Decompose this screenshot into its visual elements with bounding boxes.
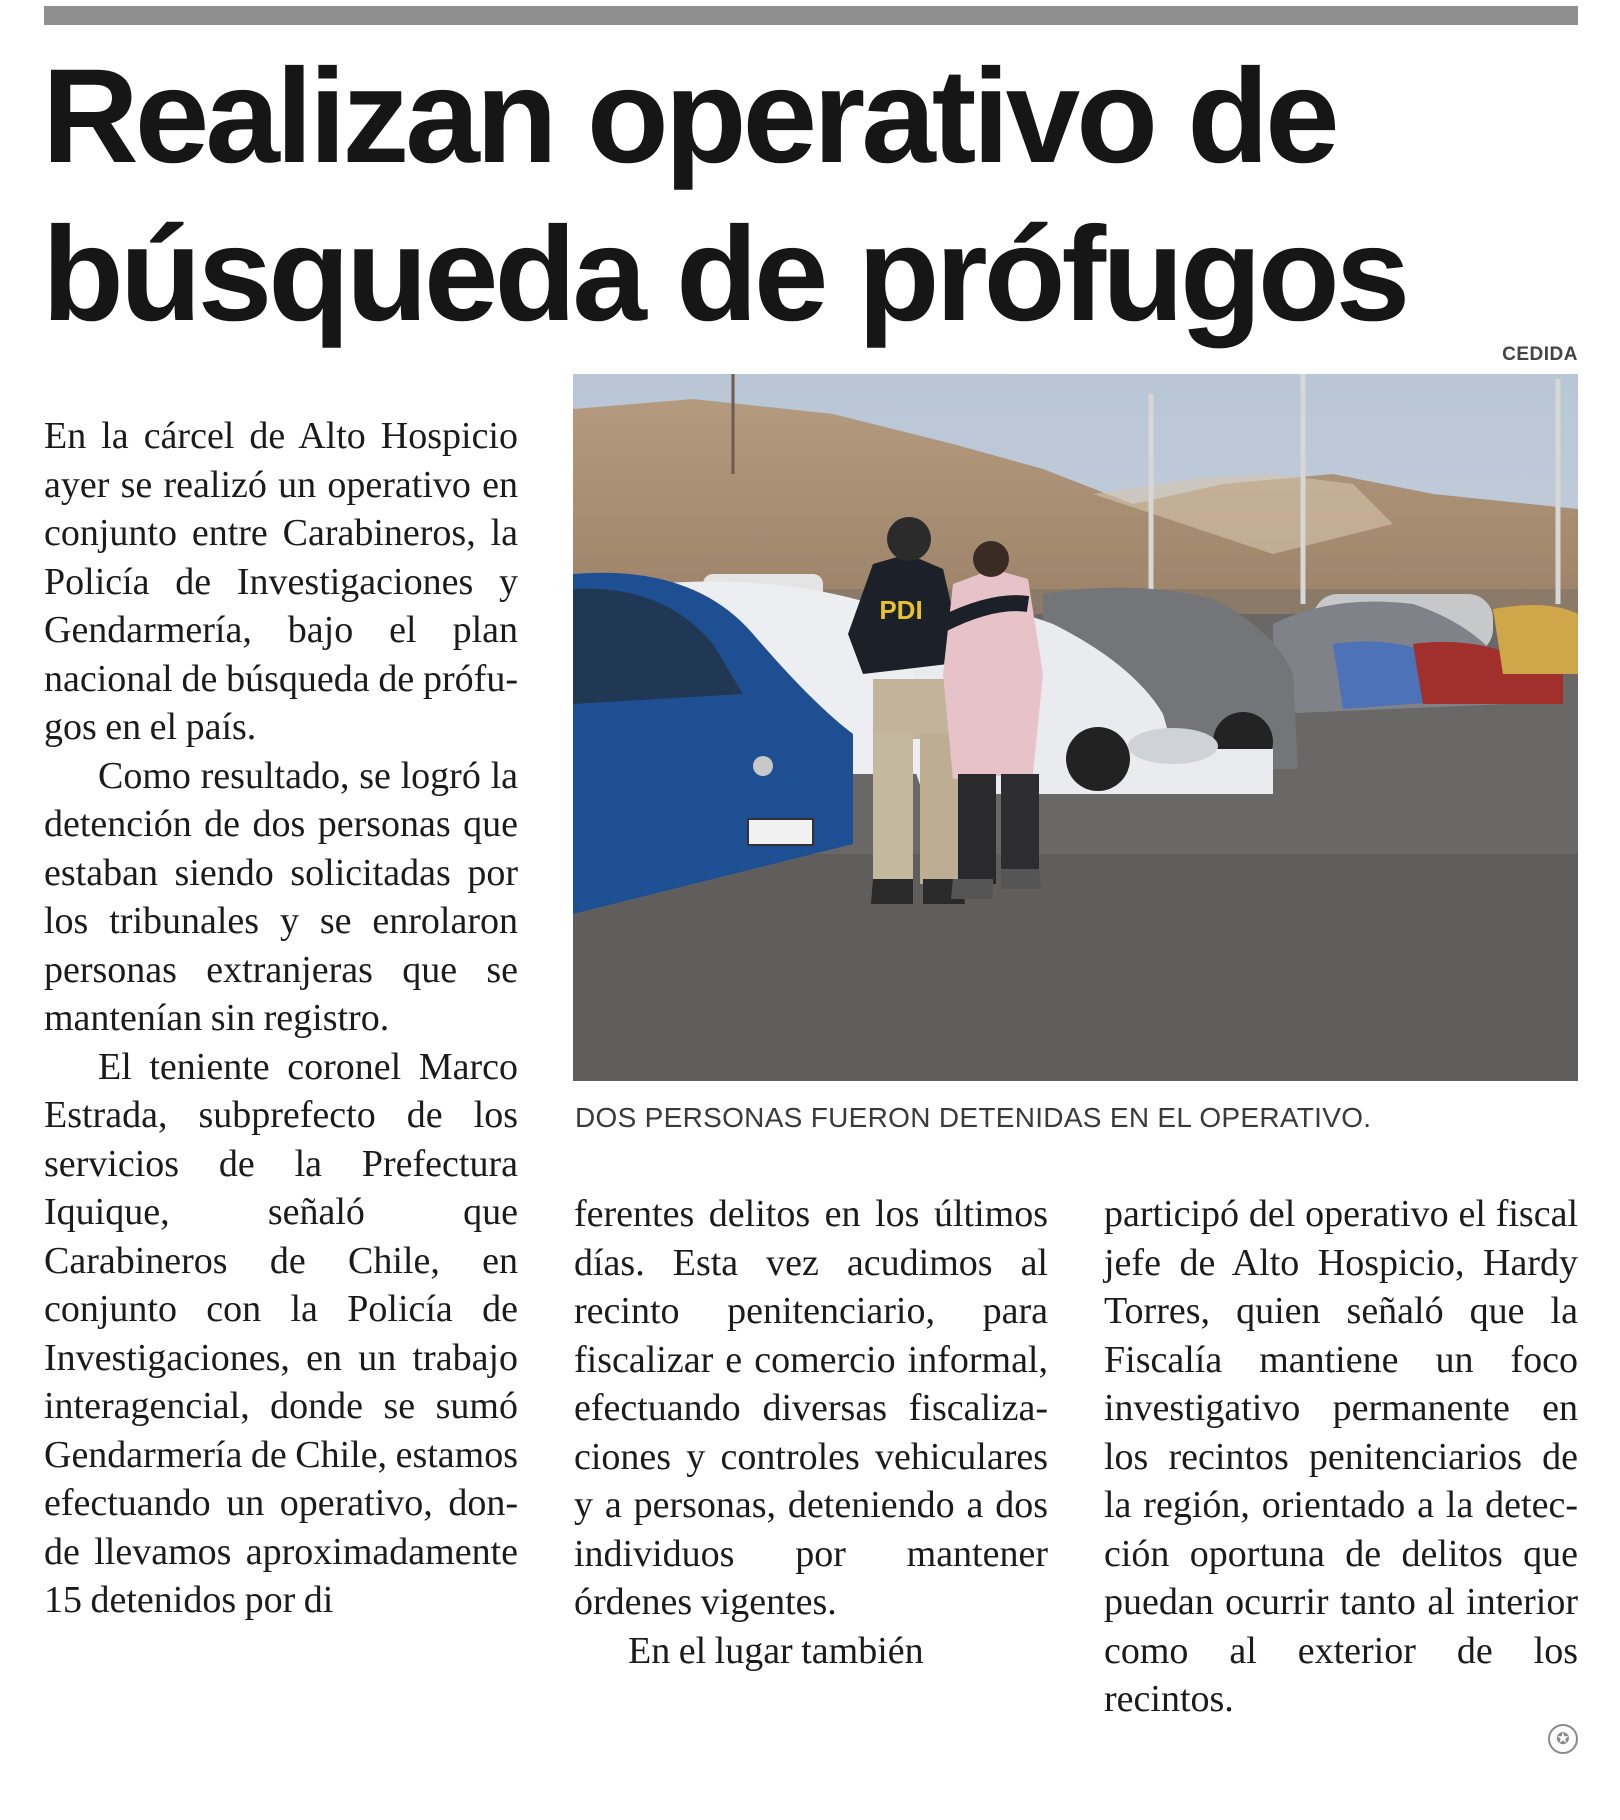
photo-caption: DOS PERSONAS FUERON DETENIDAS EN EL OPERATIVO. [575,1102,1372,1133]
paragraph-3-start: El teniente coronel Marco Estrada, subprefecto de los servicios de la Prefectura Iquique, señaló que Carabineros de Chile, en conjunto con la Policía de Investigaciones, en un trabajo interagencial, donde se sumó Gendarmería de Chile, estamos efectuando un operativo, donde llevamos aproximadamente 15 detenidos por di [44,1045,518,1621]
paragraph-3-end: ferentes delitos en los últimos días. Esta vez acudimos al recinto penitenciario, para fiscalizar e comercio informal, efectuando diversas fiscalizaciones y controles vehiculares y a personas, deteniendo a dos individuos por mantener órdenes vigentes. [574,1193,1048,1623]
pdi-vest-badge: PDI [879,595,923,625]
article-column-3 [1104,1190,1578,1724]
news-photo-illustration [573,374,1578,1081]
paragraph-4-end: participó del operativo el fiscal jefe de Alto Hospicio, Hardy Torres, quien señaló que la Fiscalía mantiene un foco investigativo permanente en los recintos penitenciarios de la región, orientado a la detección oportuna de delitos que puedan ocurrir tanto al interior como al exterior de los recintos. [1104,1193,1578,1720]
photo-credit: CEDIDA [1502,344,1578,365]
headline [42,38,1582,354]
news-photo [573,374,1578,1081]
headline-line-2: búsqueda de prófugos [42,200,1407,349]
paragraph-2: Como resultado, se logró la detención de dos personas que estaban siendo solicitadas por los tribunales y se enrolaron personas extranjeras que se mantenían sin registro. [44,754,518,1039]
headline-line-1: Realizan operativo de [42,42,1336,191]
end-of-article-icon: ✪ [1548,1724,1578,1754]
top-rule [44,6,1578,25]
paragraph-1: En la cárcel de Alto Hospicio ayer se realizó un operativo en conjunto entre Carabineros, la Policía de Investigaciones y Gendarmería, bajo el plan nacional de búsqueda de prófugos en el país. [44,415,518,748]
article-column-1 [44,412,518,1625]
article-column-2 [574,1190,1048,1675]
paragraph-4-start: En el lugar también [628,1629,924,1672]
